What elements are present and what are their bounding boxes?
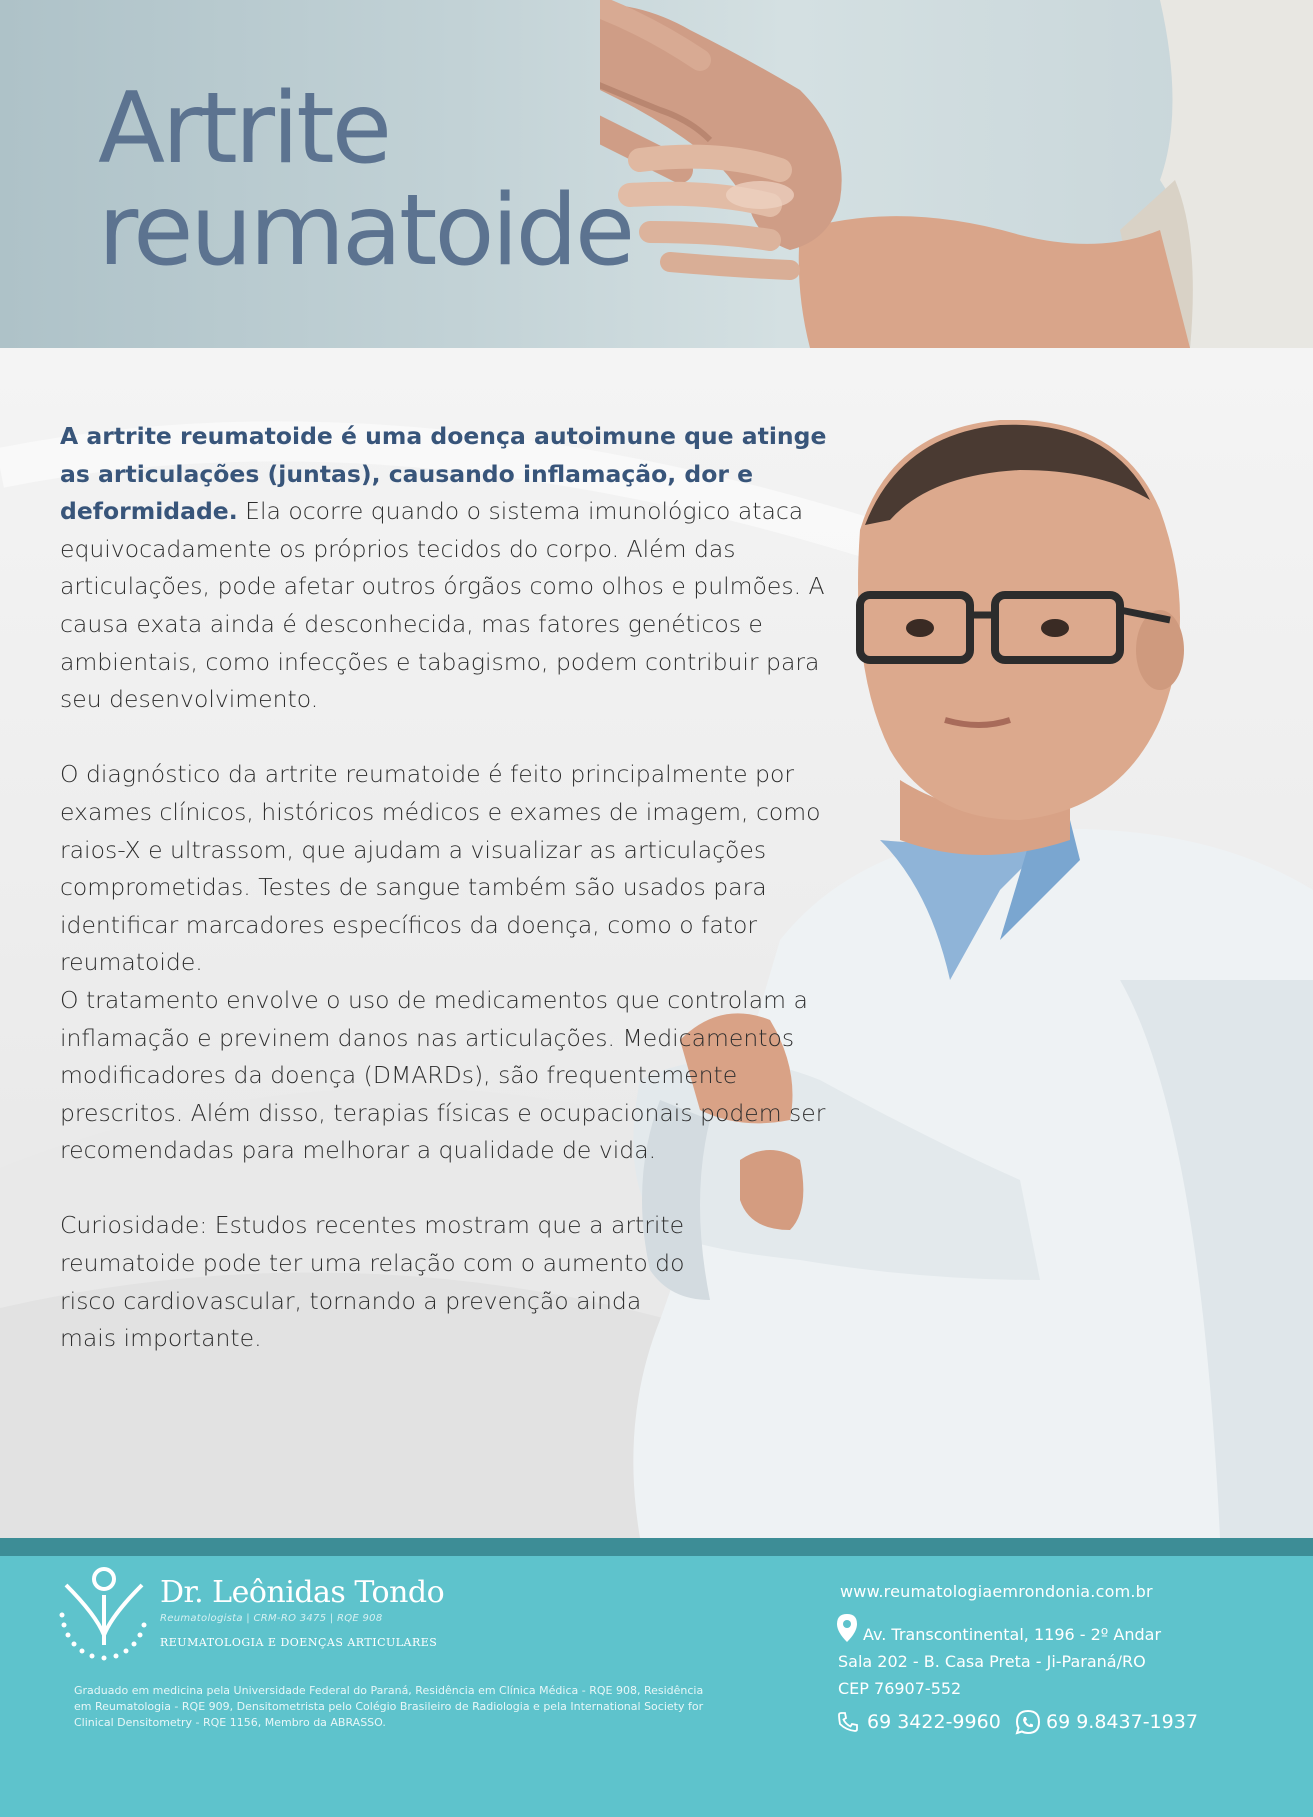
- header-banner: [0, 0, 1313, 348]
- whatsapp-number[interactable]: 69 9.8437-1937: [1046, 1711, 1198, 1733]
- title-line-1: Artrite: [98, 72, 389, 186]
- hands-illustration: [600, 0, 1313, 348]
- curiosity-paragraph: Curiosidade: Estudos recentes mostram que a artrite reumatoide pode ter uma relação com o aumento do risco cardiovascular, tornando a prevenção ainda mais importante.: [60, 1211, 685, 1353]
- website-link[interactable]: www.reumatologiaemrondonia.com.br: [840, 1582, 1153, 1601]
- diagnosis-paragraph: O diagnóstico da artrite reumatoide é feito principalmente por exames clínicos, históricos médicos e exames de imagem, como raios-X e ultrassom, que ajudam a visualizar as articulações comprometidas. Testes de sangue também são usados para identificar marcadores específicos da doença, como o fator reumatoide.: [60, 760, 821, 977]
- title-line-2: reumatoide: [98, 174, 633, 288]
- address-line-1: Av. Transcontinental, 1196 - 2º Andar: [863, 1625, 1162, 1644]
- address-line-2: Sala 202 - B. Casa Preta - Ji-Paraná/RO: [838, 1652, 1146, 1671]
- doctor-credentials: Graduado em medicina pela Universidade Federal do Paraná, Residência em Clínica Médica - RQE 908, Residência em Reumatologia - RQE 909, Densitometrista pelo Colégio Brasileiro de Radiologia e pela International Society for Clinical Densitometry - RQE 1156, Membro da ABRASSO.: [74, 1684, 704, 1729]
- footer-divider: [0, 1538, 1313, 1556]
- paragraph-gap: [60, 719, 850, 757]
- address-block: [838, 1621, 1198, 1702]
- address-line-3: CEP 76907-552: [838, 1679, 962, 1698]
- doctor-registration: Reumatologista | CRM-RO 3475 | RQE 908: [160, 1613, 383, 1624]
- intro-paragraph: [60, 418, 850, 719]
- article-body: [60, 418, 850, 1358]
- intro-lead: A artrite reumatoide é uma doença autoimune que atinge as articulações (juntas), causando inflamação, dor e deformidade.: [60, 422, 827, 526]
- doctor-name: Dr. Leônidas Tondo: [160, 1575, 445, 1610]
- phone-number[interactable]: 69 3422-9960: [867, 1711, 1001, 1733]
- doctor-specialty: REUMATOLOGIA E DOENÇAS ARTICULARES: [160, 1636, 438, 1649]
- logo-mark-icon: [56, 1565, 152, 1669]
- phone-icon: [836, 1710, 860, 1734]
- intro-rest: Ela ocorre quando o sistema imunológico ataca equivocadamente os próprios tecidos do corpo. Além das articulações, pode afetar outros órgãos como olhos e pulmões. A causa exata ainda é desconhecida, mas fatores genéticos e ambientais, como infecções e tabagismo, podem contribuir para seu desenvolvimento.: [60, 497, 825, 714]
- page-title: [98, 72, 633, 288]
- treatment-paragraph: O tratamento envolve o uso de medicamentos que controlam a inflamação e previnem danos nas articulações. Medicamentos modificadores da doença (DMARDs), são frequentemente prescritos. Além disso, terapias físicas e ocupacionais podem ser recomendadas para melhorar a qualidade de vida.: [60, 985, 826, 1165]
- paragraph-gap: [60, 1170, 850, 1208]
- whatsapp-icon: [1015, 1709, 1041, 1735]
